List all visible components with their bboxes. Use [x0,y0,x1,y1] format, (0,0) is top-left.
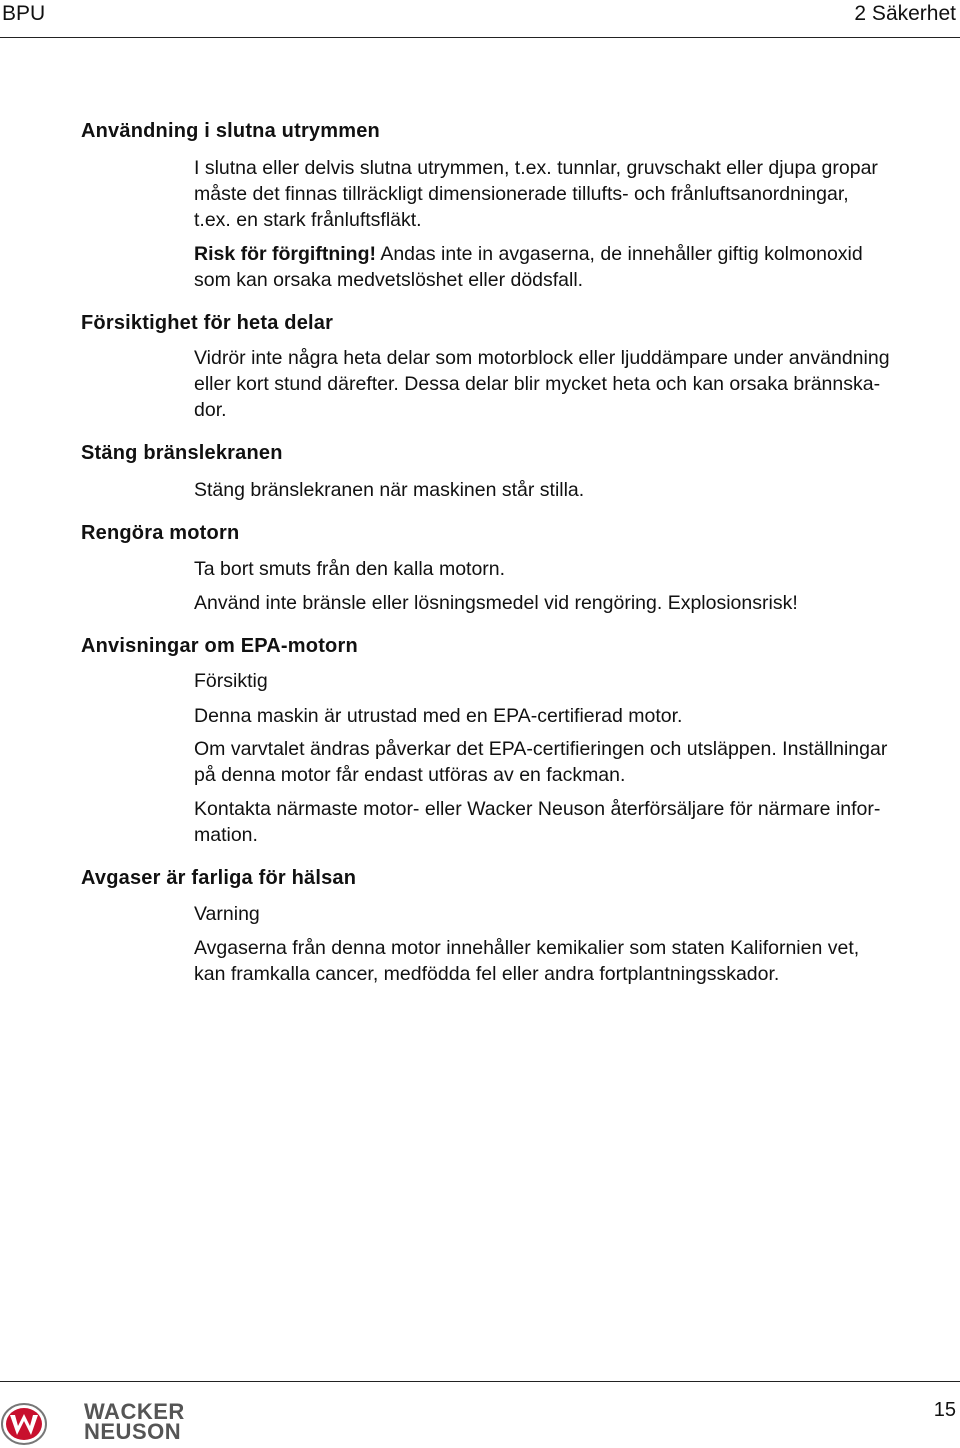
paragraph-line: t.ex. en stark frånluftsfläkt. [194,209,422,231]
wacker-neuson-logo-icon [0,1402,48,1446]
section-heading-hot-parts: Försiktighet för heta delar [81,312,334,334]
paragraph-line: mation. [194,824,258,846]
logo-wordmark-line1: WACKER [84,1399,185,1424]
paragraph-line: på denna motor får endast utföras av en fackman. [194,764,626,786]
risk-warning-bold: Risk för förgiftning! [194,243,376,265]
paragraph-line: Använd inte bränsle eller lösningsmedel vid rengöring. Explosionsrisk! [194,592,798,614]
paragraph-line: dor. [194,399,227,421]
risk-warning-text: Andas inte in avgaserna, de innehåller giftig kolmonoxid [375,243,863,265]
paragraph-line: Vidrör inte några heta delar som motorblock eller ljuddämpare under användning [194,347,890,369]
section-heading-epa: Anvisningar om EPA-motorn [81,635,358,657]
paragraph-line: Avgaserna från denna motor innehåller kemikalier som staten Kalifornien vet, [194,937,860,959]
header-left: BPU [2,2,46,25]
section-heading-fuel-valve: Stäng bränslekranen [81,442,283,464]
paragraph-line: I slutna eller delvis slutna utrymmen, t.ex. tunnlar, gruvschakt eller djupa gropar [194,157,878,179]
paragraph-line: eller kort stund därefter. Dessa delar blir mycket heta och kan orsaka brännska- [194,373,881,395]
section-heading-enclosed: Användning i slutna utrymmen [81,120,380,142]
paragraph-line: Denna maskin är utrustad med en EPA-certifierad motor. [194,705,683,727]
header-divider [0,37,960,38]
paragraph-line: Ta bort smuts från den kalla motorn. [194,558,506,580]
caution-label: Försiktig [194,670,268,692]
paragraph-line: kan framkalla cancer, medfödda fel eller andra fortplantningsskador. [194,963,780,985]
header-right: 2 Säkerhet [854,2,956,25]
paragraph-line: som kan orsaka medvetslöshet eller dödsfall. [194,269,584,291]
warning-label: Varning [194,903,260,925]
brand-logo [0,1396,210,1448]
paragraph-line: Stäng bränslekranen när maskinen står stilla. [194,479,585,501]
paragraph-line: Kontakta närmaste motor- eller Wacker Neuson återförsäljare för närmare infor- [194,798,881,820]
logo-wordmark-line2: NEUSON [84,1419,182,1444]
paragraph-line: måste det finnas tillräckligt dimensionerade tillufts- och frånluftsanordningar, [194,183,849,205]
logo-wordmark [84,1399,185,1444]
page-number: 15 [933,1399,956,1421]
section-heading-exhaust: Avgaser är farliga för hälsan [81,867,357,889]
footer-divider [0,1381,960,1382]
risk-line [194,241,956,267]
paragraph-line: Om varvtalet ändras påverkar det EPA-certifieringen och utsläppen. Inställningar [194,738,888,760]
section-heading-clean-engine: Rengöra motorn [81,522,240,544]
